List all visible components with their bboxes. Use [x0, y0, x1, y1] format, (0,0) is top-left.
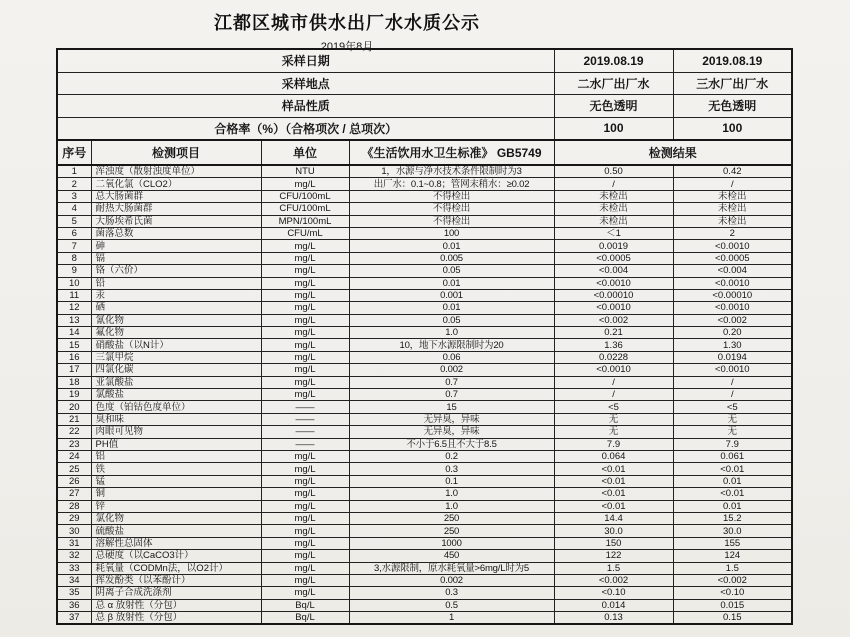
row-item-name: 阴离子合成洗涤剂: [91, 587, 261, 599]
info-value-plant3: 2019.08.19: [673, 49, 792, 72]
row-standard-limit: 0.002: [349, 574, 554, 586]
row-standard-limit: 不得检出: [349, 215, 554, 227]
col-header-no: 序号: [57, 140, 91, 165]
row-unit: mg/L: [261, 252, 349, 264]
row-number: 26: [57, 475, 91, 487]
table-row: [57, 289, 792, 301]
row-result-plant3: <0.00010: [673, 289, 792, 301]
row-item-name: 耗氧量（CODMn法，以O2计）: [91, 562, 261, 574]
info-value-plant2: 二水厂出厂水: [554, 72, 673, 95]
col-header-item: 检测项目: [91, 140, 261, 165]
row-unit: mg/L: [261, 240, 349, 252]
info-value-plant2: 100: [554, 117, 673, 140]
row-result-plant3: <0.0010: [673, 240, 792, 252]
row-result-plant3: 0.42: [673, 165, 792, 178]
table-row: [57, 339, 792, 351]
row-number: 31: [57, 537, 91, 549]
row-number: 20: [57, 401, 91, 413]
row-item-name: 硝酸盐（以N计）: [91, 339, 261, 351]
table-row: [57, 227, 792, 239]
row-number: 2: [57, 178, 91, 190]
row-standard-limit: 出厂水：0.1~0.8；管网末稍水：≥0.02: [349, 178, 554, 190]
info-label: 样品性质: [57, 95, 554, 118]
row-item-name: 挥发酚类（以苯酚计）: [91, 574, 261, 586]
row-result-plant2: 未检出: [554, 203, 673, 215]
row-result-plant2: /: [554, 376, 673, 388]
row-number: 35: [57, 587, 91, 599]
table-row: [57, 512, 792, 524]
row-unit: mg/L: [261, 339, 349, 351]
table-row: [57, 364, 792, 376]
row-item-name: 总 β 放射性（分包）: [91, 612, 261, 625]
row-number: 14: [57, 327, 91, 339]
row-unit: CFU/mL: [261, 227, 349, 239]
row-item-name: 硒: [91, 302, 261, 314]
row-unit: mg/L: [261, 587, 349, 599]
row-standard-limit: 0.5: [349, 599, 554, 611]
row-number: 11: [57, 289, 91, 301]
row-result-plant2: 14.4: [554, 512, 673, 524]
row-result-plant2: <0.0005: [554, 252, 673, 264]
row-unit: mg/L: [261, 562, 349, 574]
row-result-plant2: 0.0019: [554, 240, 673, 252]
row-unit: mg/L: [261, 475, 349, 487]
row-number: 4: [57, 203, 91, 215]
table-row: [57, 190, 792, 202]
row-number: 19: [57, 389, 91, 401]
row-number: 3: [57, 190, 91, 202]
table-row: [57, 203, 792, 215]
row-unit: mg/L: [261, 574, 349, 586]
row-result-plant3: 未检出: [673, 203, 792, 215]
row-item-name: 臭和味: [91, 413, 261, 425]
row-number: 32: [57, 550, 91, 562]
row-item-name: 汞: [91, 289, 261, 301]
row-result-plant2: 0.13: [554, 612, 673, 625]
row-standard-limit: 0.05: [349, 265, 554, 277]
row-result-plant3: 2: [673, 227, 792, 239]
row-item-name: 色度（铂钴色度单位）: [91, 401, 261, 413]
info-value-plant3: 三水厂出厂水: [673, 72, 792, 95]
row-result-plant3: 0.061: [673, 450, 792, 462]
table-row: [57, 302, 792, 314]
row-unit: ——: [261, 401, 349, 413]
row-standard-limit: 不得检出: [349, 190, 554, 202]
row-result-plant3: 无: [673, 413, 792, 425]
col-header-unit: 单位: [261, 140, 349, 165]
row-number: 10: [57, 277, 91, 289]
row-standard-limit: 10，地下水源限制时为20: [349, 339, 554, 351]
table-row: [57, 376, 792, 388]
row-result-plant2: <0.002: [554, 314, 673, 326]
row-number: 9: [57, 265, 91, 277]
row-standard-limit: 250: [349, 512, 554, 524]
row-number: 23: [57, 438, 91, 450]
row-number: 16: [57, 351, 91, 363]
row-item-name: 铅: [91, 277, 261, 289]
row-item-name: 二氧化氯（CLO2）: [91, 178, 261, 190]
row-result-plant3: 0.0194: [673, 351, 792, 363]
row-unit: mg/L: [261, 178, 349, 190]
row-result-plant3: 0.15: [673, 612, 792, 625]
results-section: [57, 165, 792, 624]
row-item-name: 亚氯酸盐: [91, 376, 261, 388]
row-unit: mg/L: [261, 500, 349, 512]
table-row: [57, 488, 792, 500]
row-item-name: 大肠埃希氏菌: [91, 215, 261, 227]
table-row: [57, 574, 792, 586]
row-result-plant3: <0.004: [673, 265, 792, 277]
table-row: [57, 314, 792, 326]
col-header-result: 检测结果: [554, 140, 792, 165]
table-row: [57, 500, 792, 512]
row-result-plant3: <5: [673, 401, 792, 413]
row-result-plant2: <0.01: [554, 475, 673, 487]
row-unit: mg/L: [261, 463, 349, 475]
row-standard-limit: 0.7: [349, 389, 554, 401]
table-row: [57, 277, 792, 289]
row-number: 18: [57, 376, 91, 388]
row-standard-limit: 0.005: [349, 252, 554, 264]
row-standard-limit: 0.01: [349, 302, 554, 314]
row-result-plant2: 0.50: [554, 165, 673, 178]
row-item-name: 菌落总数: [91, 227, 261, 239]
row-number: 13: [57, 314, 91, 326]
row-number: 27: [57, 488, 91, 500]
info-label: 合格率（%）（合格项次 / 总项次）: [57, 117, 554, 140]
row-unit: ——: [261, 413, 349, 425]
table-row: [57, 413, 792, 425]
table-row: [57, 562, 792, 574]
water-quality-table: [56, 48, 793, 625]
table-row: [57, 450, 792, 462]
row-unit: Bq/L: [261, 599, 349, 611]
row-result-plant2: <0.0010: [554, 277, 673, 289]
info-value-plant3: 100: [673, 117, 792, 140]
row-result-plant3: 0.015: [673, 599, 792, 611]
row-unit: mg/L: [261, 364, 349, 376]
row-unit: ——: [261, 426, 349, 438]
row-result-plant2: 0.21: [554, 327, 673, 339]
table-row: [57, 426, 792, 438]
table-row: [57, 438, 792, 450]
row-unit: ——: [261, 438, 349, 450]
table-row: [57, 612, 792, 625]
row-standard-limit: 250: [349, 525, 554, 537]
row-result-plant2: <0.01: [554, 500, 673, 512]
table-row: [57, 351, 792, 363]
row-result-plant3: <0.0010: [673, 277, 792, 289]
row-result-plant2: 无: [554, 413, 673, 425]
table-row: [57, 599, 792, 611]
row-item-name: 锌: [91, 500, 261, 512]
row-result-plant2: 150: [554, 537, 673, 549]
row-standard-limit: 100: [349, 227, 554, 239]
row-number: 34: [57, 574, 91, 586]
table-row: [57, 252, 792, 264]
row-result-plant3: 1.5: [673, 562, 792, 574]
page-subtitle: 2019年8月: [320, 41, 374, 53]
row-result-plant2: <0.0010: [554, 364, 673, 376]
row-standard-limit: 1，水源与净水技术条件限制时为3: [349, 165, 554, 178]
table-row: [57, 178, 792, 190]
row-result-plant2: 0.064: [554, 450, 673, 462]
row-result-plant2: 0.014: [554, 599, 673, 611]
row-result-plant3: <0.10: [673, 587, 792, 599]
row-item-name: PH值: [91, 438, 261, 450]
table-row: [57, 165, 792, 178]
row-result-plant2: 122: [554, 550, 673, 562]
column-header-section: [57, 140, 792, 165]
row-result-plant2: <0.0010: [554, 302, 673, 314]
row-item-name: 氟化物: [91, 327, 261, 339]
table-row: [57, 265, 792, 277]
table-row: [57, 525, 792, 537]
table-row: [57, 389, 792, 401]
row-result-plant2: 30.0: [554, 525, 673, 537]
row-unit: MPN/100mL: [261, 215, 349, 227]
row-result-plant2: <0.01: [554, 463, 673, 475]
row-number: 22: [57, 426, 91, 438]
row-result-plant3: <0.01: [673, 488, 792, 500]
row-item-name: 砷: [91, 240, 261, 252]
row-result-plant3: <0.0010: [673, 302, 792, 314]
row-number: 17: [57, 364, 91, 376]
table-row: [57, 537, 792, 549]
row-number: 28: [57, 500, 91, 512]
row-unit: mg/L: [261, 525, 349, 537]
row-standard-limit: 0.06: [349, 351, 554, 363]
row-result-plant3: <0.002: [673, 574, 792, 586]
row-unit: mg/L: [261, 537, 349, 549]
row-standard-limit: 0.1: [349, 475, 554, 487]
row-standard-limit: 0.01: [349, 277, 554, 289]
row-number: 7: [57, 240, 91, 252]
row-standard-limit: 无异臭，异味: [349, 426, 554, 438]
column-header-row: [57, 140, 792, 165]
row-result-plant3: 未检出: [673, 215, 792, 227]
row-unit: mg/L: [261, 265, 349, 277]
row-item-name: 氯化物: [91, 512, 261, 524]
row-standard-limit: 0.05: [349, 314, 554, 326]
row-number: 24: [57, 450, 91, 462]
row-result-plant3: <0.0005: [673, 252, 792, 264]
row-item-name: 铬（六价）: [91, 265, 261, 277]
row-item-name: 总 α 放射性（分包）: [91, 599, 261, 611]
row-standard-limit: 0.2: [349, 450, 554, 462]
row-standard-limit: 450: [349, 550, 554, 562]
row-result-plant2: 未检出: [554, 190, 673, 202]
row-number: 30: [57, 525, 91, 537]
row-item-name: 总硬度（以CaCO3计）: [91, 550, 261, 562]
row-item-name: 肉眼可见物: [91, 426, 261, 438]
page-title: 江都区城市供水出厂水水质公示: [214, 13, 480, 33]
row-result-plant2: <0.01: [554, 488, 673, 500]
row-result-plant3: 1.30: [673, 339, 792, 351]
col-header-standard: 《生活饮用水卫生标准》 GB5749: [349, 140, 554, 165]
row-number: 12: [57, 302, 91, 314]
row-result-plant3: 0.01: [673, 500, 792, 512]
row-standard-limit: 0.002: [349, 364, 554, 376]
row-result-plant3: /: [673, 389, 792, 401]
row-standard-limit: 3,水源限制，原水耗氧量>6mg/L时为5: [349, 562, 554, 574]
row-result-plant2: /: [554, 389, 673, 401]
row-unit: mg/L: [261, 302, 349, 314]
row-item-name: 总大肠菌群: [91, 190, 261, 202]
table-row: [57, 587, 792, 599]
row-result-plant3: 155: [673, 537, 792, 549]
row-standard-limit: 1.0: [349, 488, 554, 500]
row-unit: mg/L: [261, 488, 349, 500]
row-standard-limit: 0.01: [349, 240, 554, 252]
row-item-name: 四氯化碳: [91, 364, 261, 376]
table-row: [57, 463, 792, 475]
row-standard-limit: 1: [349, 612, 554, 625]
info-value-plant2: 2019.08.19: [554, 49, 673, 72]
row-number: 29: [57, 512, 91, 524]
row-result-plant2: 无: [554, 426, 673, 438]
row-item-name: 铝: [91, 450, 261, 462]
row-result-plant3: 15.2: [673, 512, 792, 524]
row-item-name: 锰: [91, 475, 261, 487]
row-standard-limit: 0.001: [349, 289, 554, 301]
row-item-name: 硫酸盐: [91, 525, 261, 537]
row-number: 36: [57, 599, 91, 611]
row-unit: CFU/100mL: [261, 203, 349, 215]
row-number: 25: [57, 463, 91, 475]
row-standard-limit: 无异臭，异味: [349, 413, 554, 425]
row-unit: mg/L: [261, 351, 349, 363]
row-number: 33: [57, 562, 91, 574]
row-result-plant2: <0.002: [554, 574, 673, 586]
row-result-plant3: /: [673, 376, 792, 388]
table-row: [57, 215, 792, 227]
row-item-name: 铁: [91, 463, 261, 475]
row-result-plant2: 0.0228: [554, 351, 673, 363]
row-result-plant2: <0.004: [554, 265, 673, 277]
row-item-name: 铜: [91, 488, 261, 500]
row-result-plant2: <0.10: [554, 587, 673, 599]
row-result-plant3: 30.0: [673, 525, 792, 537]
row-result-plant3: 7.9: [673, 438, 792, 450]
row-item-name: 三氯甲烷: [91, 351, 261, 363]
row-number: 37: [57, 612, 91, 625]
row-item-name: 氰化物: [91, 314, 261, 326]
table-row: [57, 401, 792, 413]
info-value-plant3: 无色透明: [673, 95, 792, 118]
row-unit: mg/L: [261, 550, 349, 562]
row-result-plant3: <0.01: [673, 463, 792, 475]
row-result-plant2: 1.5: [554, 562, 673, 574]
row-number: 8: [57, 252, 91, 264]
row-unit: mg/L: [261, 277, 349, 289]
row-item-name: 镉: [91, 252, 261, 264]
row-standard-limit: 0.3: [349, 463, 554, 475]
row-result-plant3: <0.0010: [673, 364, 792, 376]
info-value-plant2: 无色透明: [554, 95, 673, 118]
row-result-plant2: 7.9: [554, 438, 673, 450]
table-row: [57, 475, 792, 487]
row-item-name: 耐热大肠菌群: [91, 203, 261, 215]
table-row: [57, 240, 792, 252]
row-unit: mg/L: [261, 376, 349, 388]
row-result-plant2: /: [554, 178, 673, 190]
row-number: 5: [57, 215, 91, 227]
row-result-plant2: <0.00010: [554, 289, 673, 301]
row-unit: Bq/L: [261, 612, 349, 625]
row-result-plant2: ＜1: [554, 227, 673, 239]
row-result-plant3: 无: [673, 426, 792, 438]
row-item-name: 氯酸盐: [91, 389, 261, 401]
row-result-plant2: 未检出: [554, 215, 673, 227]
row-result-plant2: 1.36: [554, 339, 673, 351]
row-standard-limit: 1.0: [349, 327, 554, 339]
row-unit: mg/L: [261, 512, 349, 524]
info-row: [57, 72, 792, 95]
info-row: [57, 49, 792, 72]
row-result-plant3: 0.01: [673, 475, 792, 487]
row-item-name: 溶解性总固体: [91, 537, 261, 549]
row-unit: mg/L: [261, 450, 349, 462]
row-unit: mg/L: [261, 389, 349, 401]
row-standard-limit: 0.7: [349, 376, 554, 388]
row-standard-limit: 1000: [349, 537, 554, 549]
row-unit: mg/L: [261, 327, 349, 339]
row-unit: NTU: [261, 165, 349, 178]
table-row: [57, 327, 792, 339]
row-standard-limit: 1.0: [349, 500, 554, 512]
row-unit: CFU/100mL: [261, 190, 349, 202]
sample-info-section: [57, 49, 792, 140]
row-result-plant3: 124: [673, 550, 792, 562]
row-number: 1: [57, 165, 91, 178]
table-row: [57, 550, 792, 562]
row-unit: mg/L: [261, 289, 349, 301]
row-result-plant2: <5: [554, 401, 673, 413]
info-row: [57, 95, 792, 118]
row-number: 15: [57, 339, 91, 351]
row-standard-limit: 不小于6.5且不大于8.5: [349, 438, 554, 450]
row-standard-limit: 不得检出: [349, 203, 554, 215]
row-standard-limit: 15: [349, 401, 554, 413]
info-label: 采样日期: [57, 49, 554, 72]
row-result-plant3: 0.20: [673, 327, 792, 339]
row-result-plant3: /: [673, 178, 792, 190]
row-number: 21: [57, 413, 91, 425]
row-item-name: 浑浊度（散射浊度单位）: [91, 165, 261, 178]
row-standard-limit: 0.3: [349, 587, 554, 599]
row-number: 6: [57, 227, 91, 239]
row-unit: mg/L: [261, 314, 349, 326]
info-label: 采样地点: [57, 72, 554, 95]
row-result-plant3: 未检出: [673, 190, 792, 202]
info-row: [57, 117, 792, 140]
row-result-plant3: <0.002: [673, 314, 792, 326]
